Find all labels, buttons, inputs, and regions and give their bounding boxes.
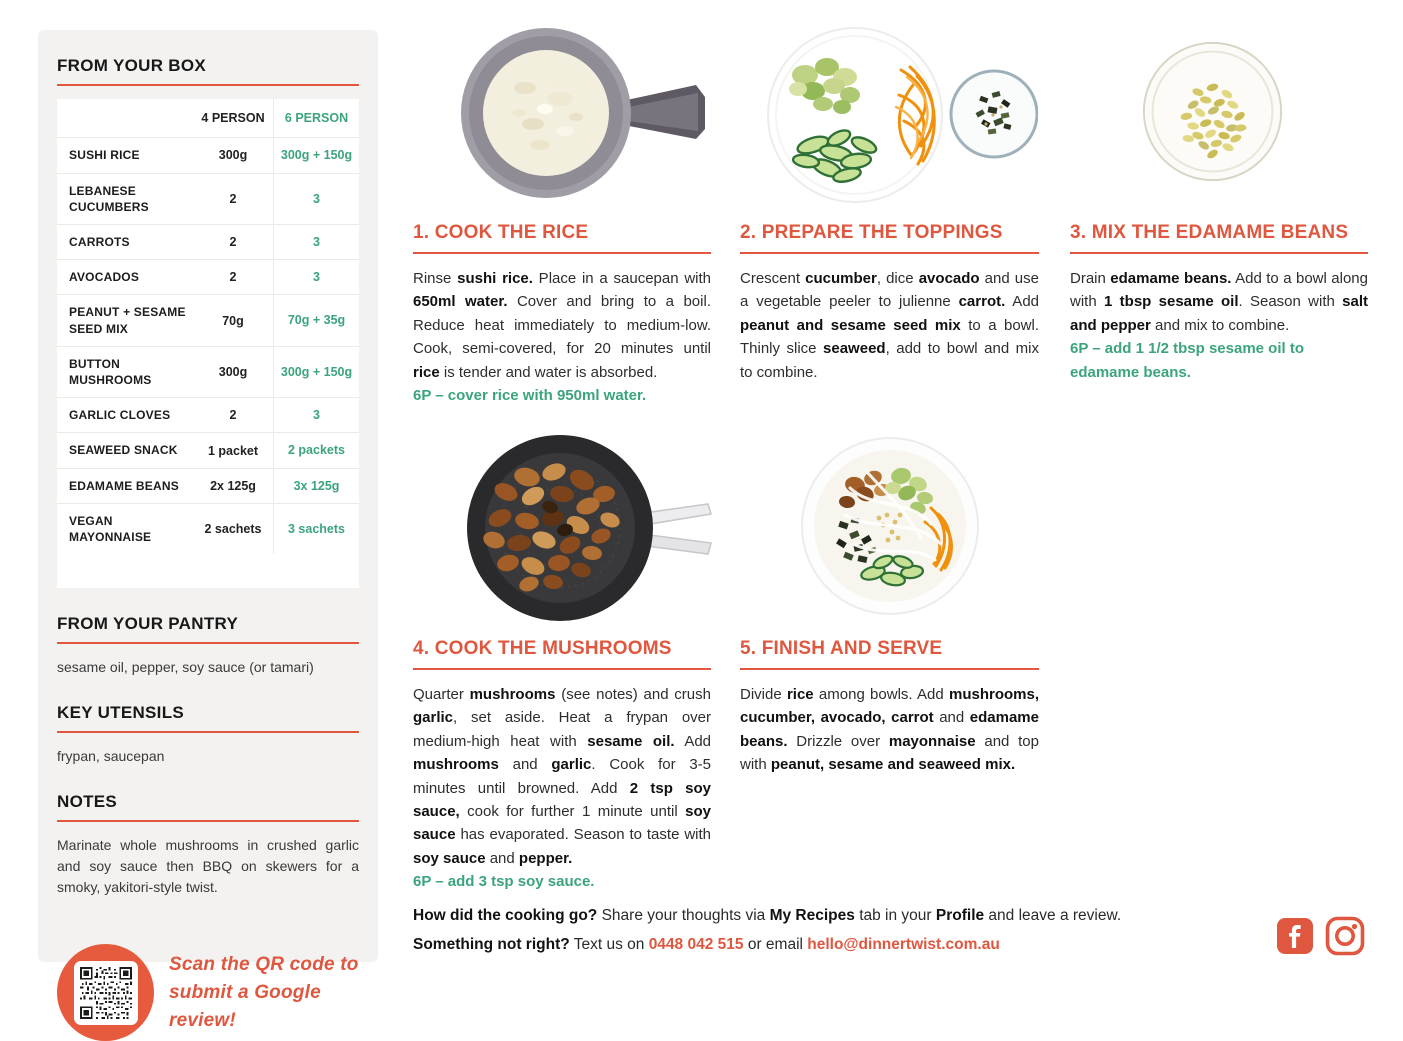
quantity-6-person: 3x 125g — [273, 469, 359, 503]
notes-title: NOTES — [57, 792, 118, 812]
step-5-body: Divide rice among bowls. Add mushrooms, cucumber, avocado, carrot and edamame beans. Drizzle over mayonnaise and top with peanut, sesame and seaweed mix. — [740, 686, 1039, 774]
divider — [740, 252, 1039, 254]
table-row — [57, 295, 359, 346]
quantity-6-person: 3 sachets — [273, 504, 359, 554]
quantity-4-person: 2x 125g — [210, 478, 256, 493]
photo-edamame-bowl — [1140, 38, 1285, 185]
divider — [1070, 252, 1368, 254]
utensils-text: frypan, saucepan — [57, 748, 165, 765]
step-1-title: 1. COOK THE RICE — [413, 222, 589, 243]
quantity-6-person: 3 — [273, 398, 359, 432]
divider — [57, 731, 359, 733]
divider — [57, 820, 359, 822]
quantity-4-person: 70g — [222, 313, 244, 328]
step-3-body: Drain edamame beans. Add to a bowl along with 1 tbsp sesame oil. Season with salt and pepper and mix to combine. — [1070, 270, 1369, 334]
quantity-6-person: 300g + 150g — [273, 347, 359, 397]
table-row — [57, 138, 359, 173]
pantry-text: sesame oil, pepper, soy sauce (or tamari) — [57, 659, 314, 676]
step-2-title: 2. PREPARE THE TOPPINGS — [740, 222, 1003, 243]
table-row — [57, 174, 359, 225]
table-row — [57, 433, 359, 468]
table-row — [57, 469, 359, 504]
quantity-4-person: 300g — [218, 364, 248, 379]
footer — [413, 905, 1213, 964]
ingredients-table — [57, 99, 359, 588]
col-header-6-person: 6 PERSON — [273, 99, 359, 137]
table-row — [57, 260, 359, 295]
qr-caption-line2: submit a Google review! — [169, 981, 321, 1031]
google-review-badge — [57, 944, 359, 1041]
step-4-title: 4. COOK THE MUSHROOMS — [413, 638, 672, 659]
qr-badge-circle — [57, 944, 154, 1041]
table-row — [57, 225, 359, 260]
quantity-6-person: 3 — [273, 225, 359, 259]
quantity-4-person: 300g — [218, 148, 248, 163]
col-header-4-person: 4 PERSON — [201, 111, 265, 126]
ingredient-name: AVOCADOS — [69, 270, 140, 285]
divider — [413, 668, 711, 670]
quantity-4-person: 2 — [229, 408, 237, 423]
ingredient-name: EDAMAME BEANS — [69, 478, 179, 493]
step-4-6p-note: 6P – add 3 tsp soy sauce. — [413, 873, 595, 891]
ingredient-name: GARLIC CLOVES — [69, 408, 171, 423]
step-2 — [740, 222, 1039, 384]
photo-cooked-rice-saucepan — [440, 25, 705, 203]
step-4-body: Quarter mushrooms (see notes) and crush garlic, set aside. Heat a frypan over medium-high heat with sesame oil. Add mushrooms and garlic. Cook for 3-5 minutes until browned. Add 2 tsp soy sauce, cook for further 1 minute until soy sauce has evaporated. Season to taste with soy sauce and pepper. — [413, 686, 712, 867]
table-header-row — [57, 99, 359, 138]
step-3-title: 3. MIX THE EDAMAME BEANS — [1070, 222, 1349, 243]
ingredient-name: BUTTON MUSHROOMS — [69, 356, 152, 387]
notes-text: Marinate whole mushrooms in crushed garlic and soy sauce then BBQ on skewers for a smoky, yakitori-style twist. — [57, 837, 359, 896]
quantity-6-person: 2 packets — [273, 433, 359, 467]
step-5-title: 5. FINISH AND SERVE — [740, 638, 943, 659]
ingredient-name: CARROTS — [69, 234, 130, 249]
qr-caption — [169, 951, 359, 1034]
divider — [57, 84, 359, 86]
quantity-6-person: 70g + 35g — [273, 295, 359, 345]
photo-toppings-plate — [743, 25, 1038, 207]
table-row — [57, 504, 359, 554]
table-footer-spacer — [57, 554, 359, 588]
quantity-6-person: 3 — [273, 174, 359, 224]
quantity-6-person: 300g + 150g — [273, 138, 359, 172]
footer-feedback-line: How did the cooking go? Share your thoughts via My Recipes tab in your Profile and leave a review. — [413, 907, 1122, 924]
box-table-body — [57, 138, 359, 554]
ingredient-column-header — [57, 109, 193, 127]
quantity-4-person: 2 sachets — [204, 522, 262, 537]
ingredient-name: SEAWEED SNACK — [69, 443, 178, 458]
quantity-4-person: 1 packet — [207, 443, 259, 458]
step-3 — [1070, 222, 1368, 384]
quantity-4-person: 2 — [229, 191, 237, 206]
ingredient-name: VEGAN MAYONNAISE — [69, 513, 152, 545]
step-4 — [413, 638, 711, 894]
from-your-box-title: FROM YOUR BOX — [57, 56, 207, 75]
ingredient-name: SUSHI RICE — [69, 148, 140, 163]
qr-caption-line1: Scan the QR code to — [169, 954, 359, 976]
step-5 — [740, 638, 1039, 777]
quantity-4-person: 2 — [229, 235, 237, 249]
photo-finished-bowl — [795, 430, 985, 622]
divider — [57, 642, 359, 644]
instagram-icon[interactable] — [1324, 915, 1366, 957]
pantry-title: FROM YOUR PANTRY — [57, 614, 239, 634]
ingredient-name: PEANUT + SESAME SEED MIX — [69, 305, 186, 336]
quantity-6-person: 3 — [273, 260, 359, 294]
table-row — [57, 398, 359, 433]
footer-contact-line[interactable]: Something not right? Text us on 0448 042 515 or email hello@dinnertwist.com.au — [413, 936, 1000, 954]
step-1-body: Rinse sushi rice. Place in a saucepan with 650ml water. Cover and bring to a boil. Reduce heat immediately to medium-low. Cook, semi-covered, for 20 minutes until rice is tender and water is absorbed. — [413, 270, 711, 381]
step-1 — [413, 222, 711, 407]
ingredient-name: LEBANESE CUCUMBERS — [69, 183, 149, 214]
step-2-body: Crescent cucumber, dice avocado and use a vegetable peeler to julienne carrot. Add peanut and sesame seed mix to a bowl. Thinly slice seaweed, add to bowl and mix to combine. — [740, 270, 1040, 381]
photo-mushrooms-frypan — [432, 432, 712, 624]
table-row — [57, 347, 359, 398]
quantity-4-person: 2 — [229, 270, 237, 285]
sidebar — [38, 30, 378, 1031]
qr-code — [74, 961, 138, 1025]
divider — [413, 252, 711, 254]
utensils-title: KEY UTENSILS — [57, 703, 185, 723]
divider — [740, 668, 1039, 670]
facebook-icon[interactable] — [1277, 918, 1313, 954]
step-3-6p-note: 6P – add 1 1/2 tbsp sesame oil to edamame beans. — [1070, 340, 1304, 381]
step-1-6p-note: 6P – cover rice with 950ml water. — [413, 387, 647, 405]
qr-code-icon — [80, 967, 132, 1019]
